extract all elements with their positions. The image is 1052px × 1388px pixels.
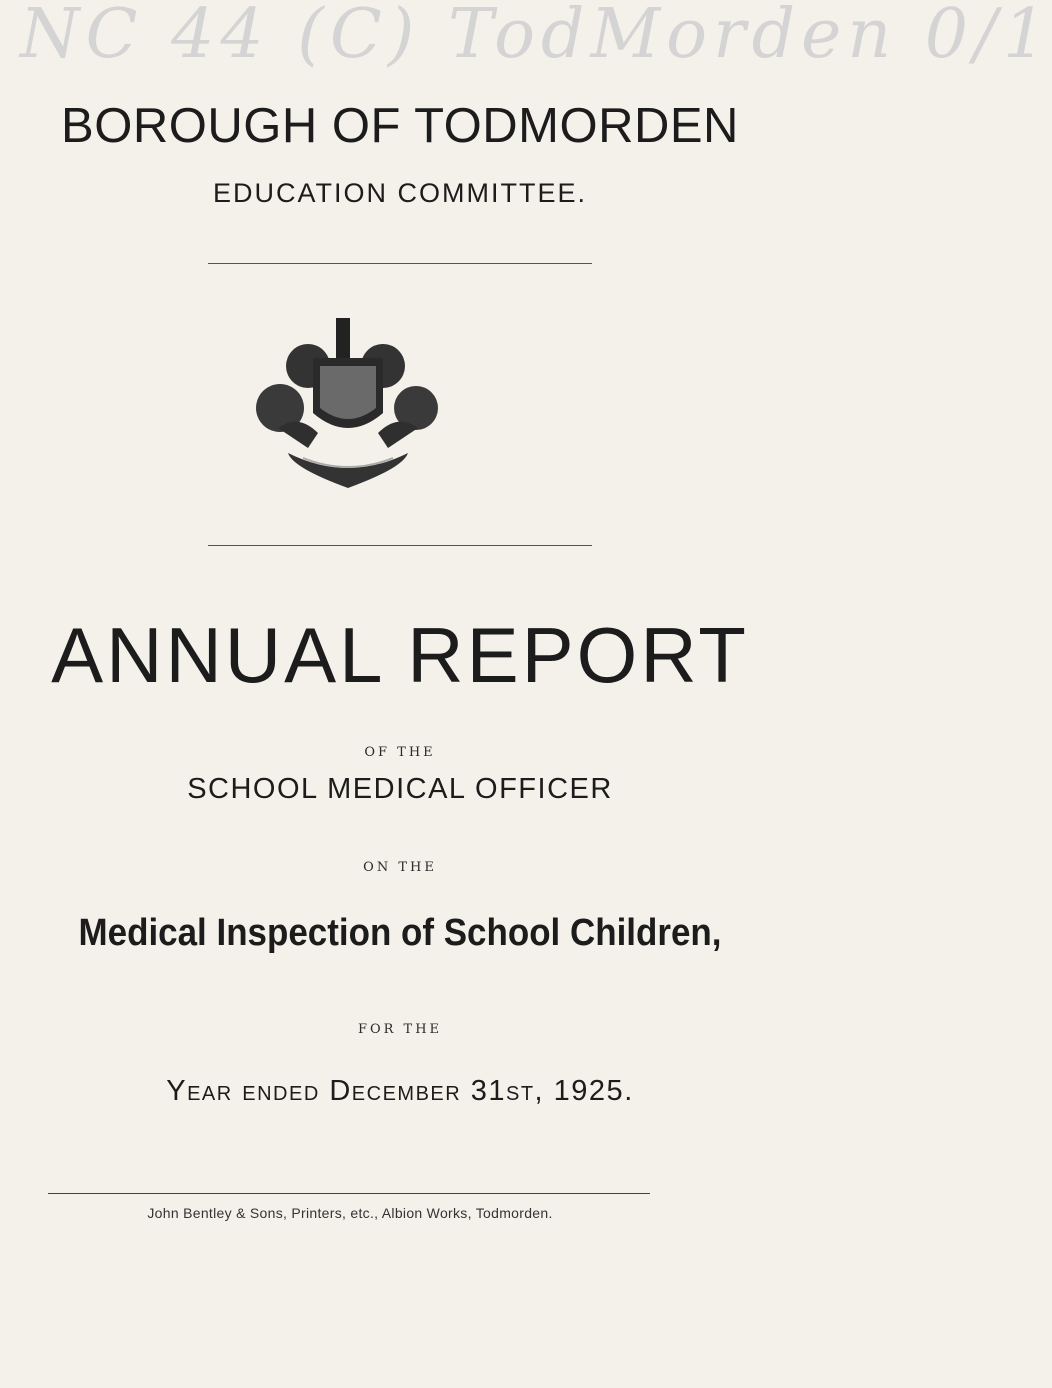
- subject-title: Medical Inspection of School Children,: [78, 912, 722, 954]
- year-line: Year ended December 31st, 1925.: [166, 1075, 634, 1107]
- borough-heading: BOROUGH OF TODMORDEN: [61, 99, 739, 153]
- divider-middle: [208, 545, 592, 546]
- of-the-text: OF THE: [364, 745, 436, 760]
- handwritten-annotation: NC 44 (C) TodMorden 0/1: [20, 0, 1052, 74]
- on-the-text: ON THE: [363, 860, 437, 875]
- printer-imprint: John Bentley & Sons, Printers, etc., Albion Works, Todmorden.: [147, 1205, 553, 1221]
- divider-top: [208, 263, 592, 264]
- divider-bottom: [48, 1193, 650, 1194]
- officer-title: SCHOOL MEDICAL OFFICER: [187, 773, 613, 805]
- committee-heading: EDUCATION COMMITTEE.: [213, 178, 587, 208]
- borough-coat-of-arms-icon: [258, 318, 438, 493]
- annual-report-title: ANNUAL REPORT: [51, 611, 749, 699]
- for-the-text: FOR THE: [357, 1022, 443, 1037]
